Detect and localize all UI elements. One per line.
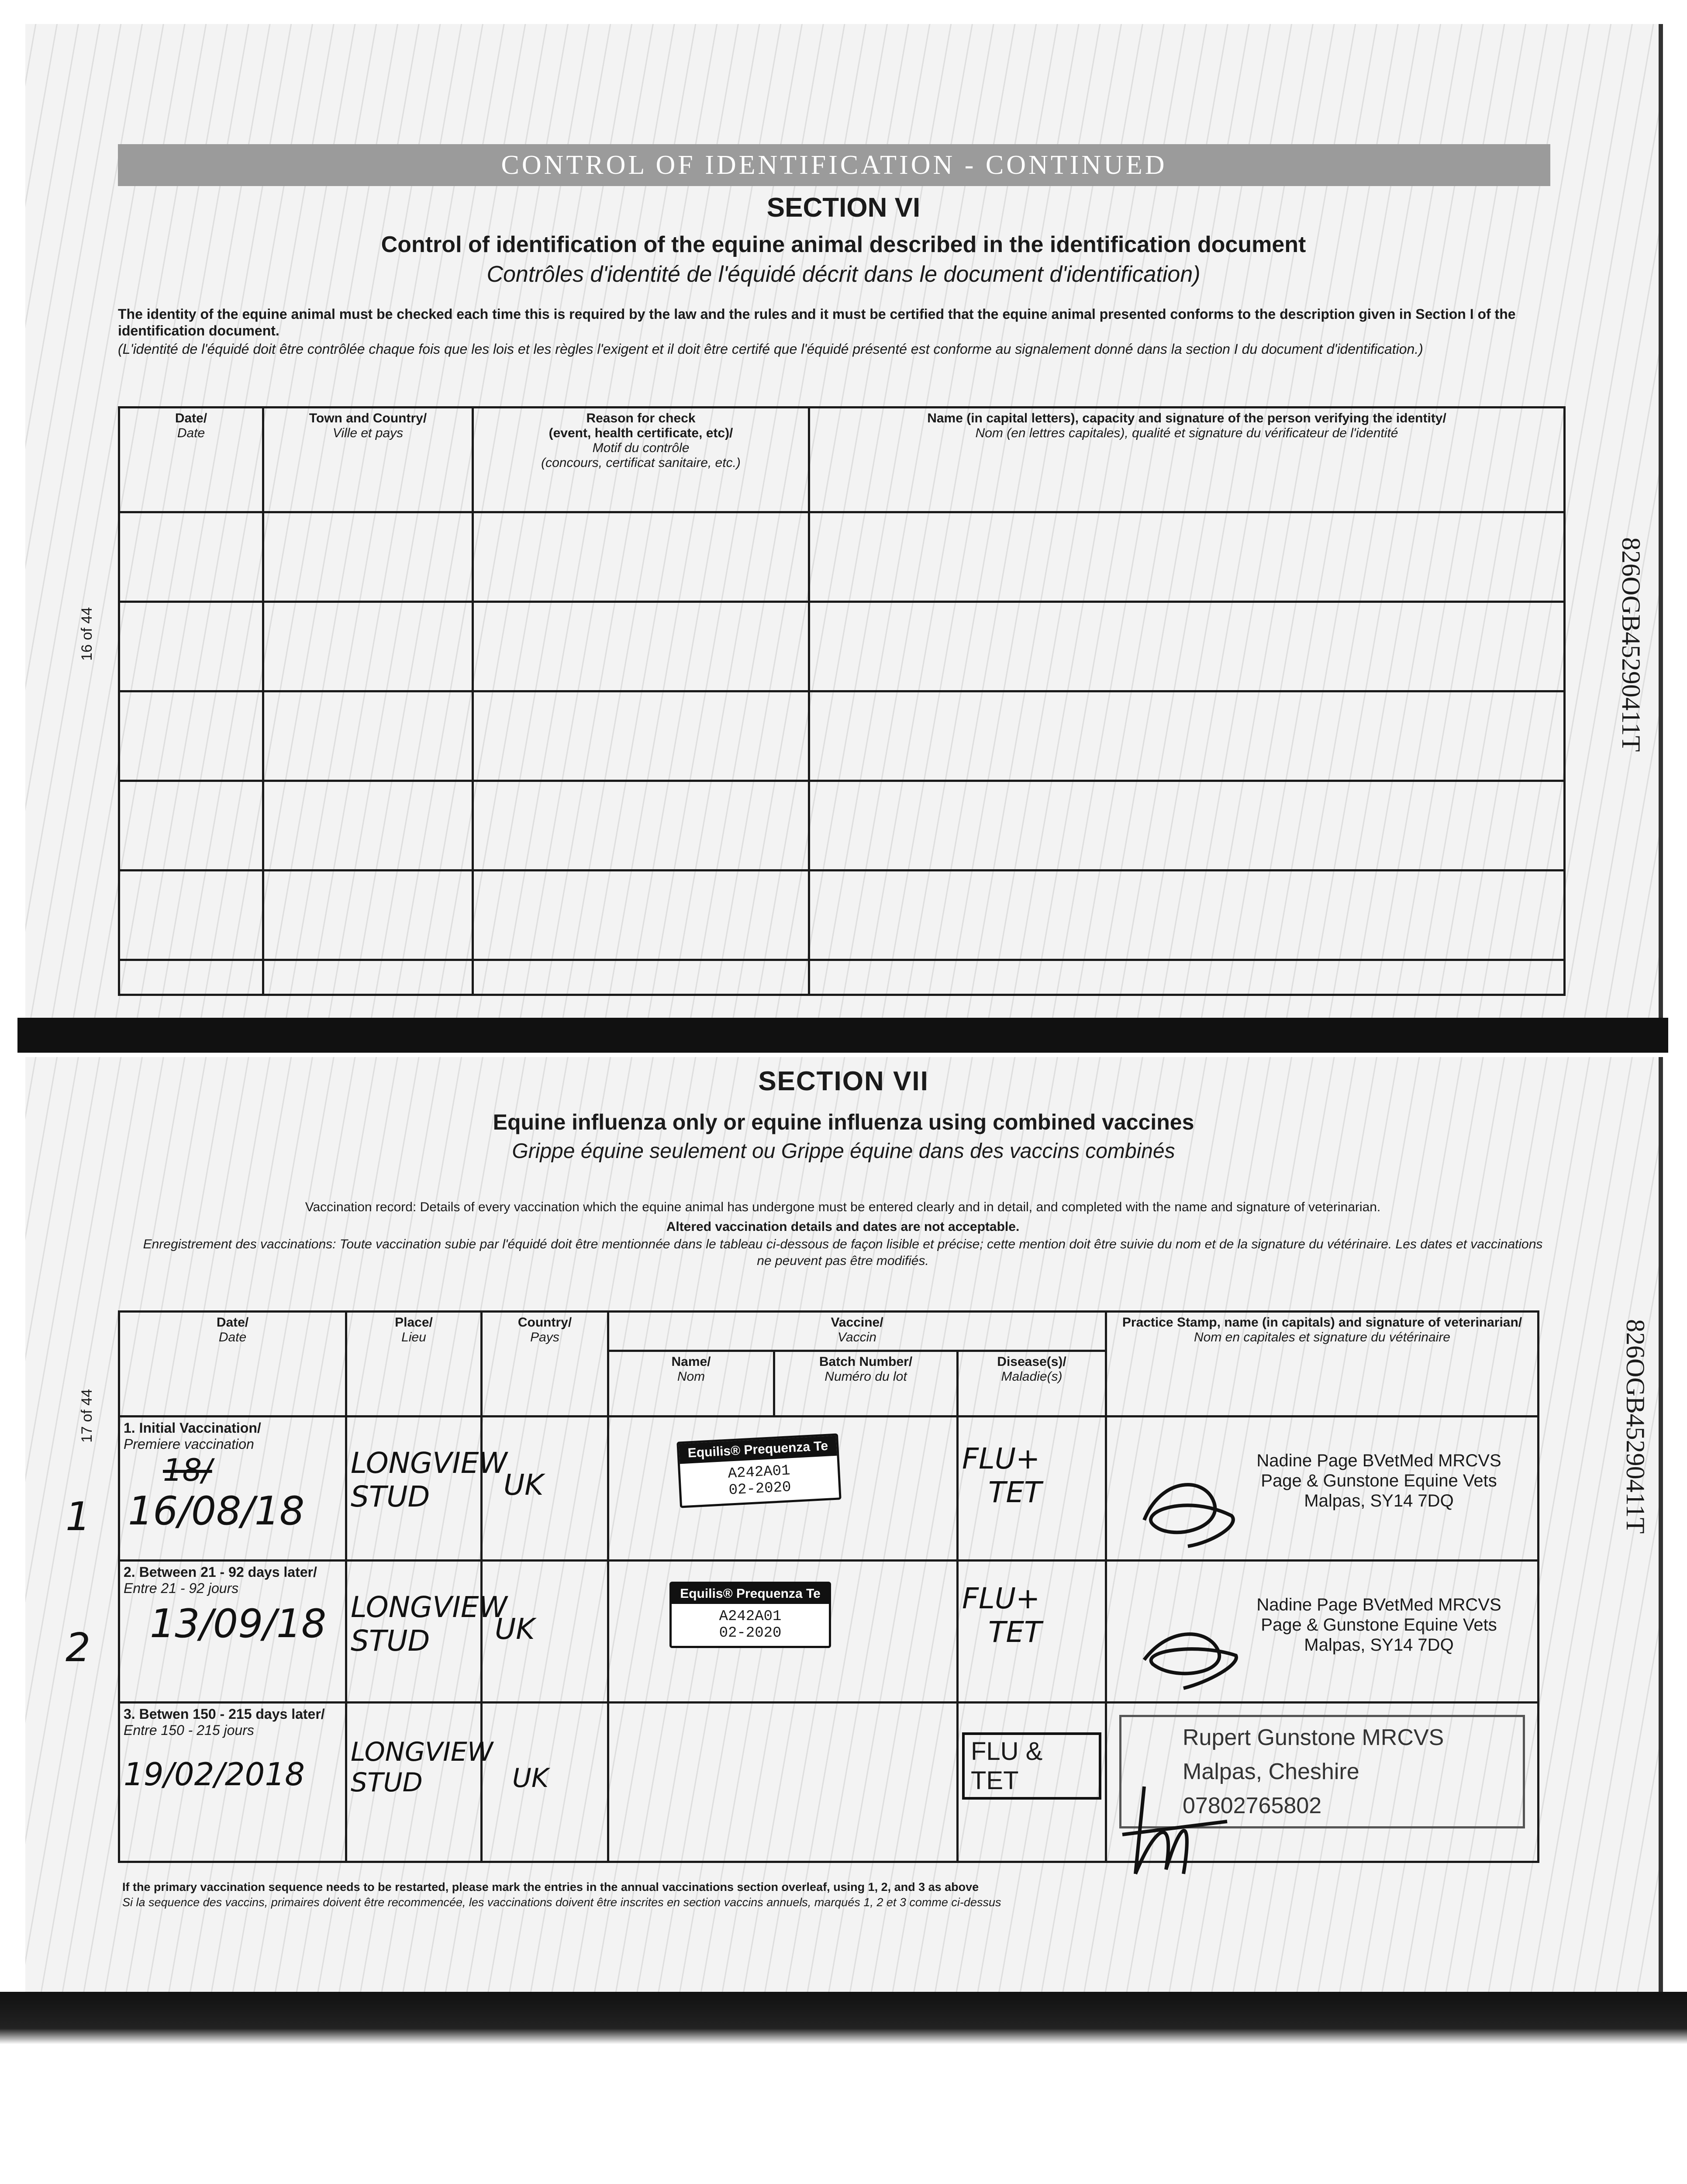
table-row [119,602,1565,691]
town-cell[interactable] [263,691,473,781]
header-country: Country/ Pays [482,1312,608,1417]
date-cell[interactable] [119,512,263,602]
date-cell[interactable]: 3. Betwen 150 - 215 days later/ Entre 150 - 215 jours 19/02/2018 [119,1703,346,1862]
reason-cell[interactable] [473,781,809,871]
vet-signature-1 [1135,1468,1249,1555]
margin-note-1: 1 [66,1494,91,1540]
altered-details-note: Altered vaccination details and dates are not acceptable. [666,1220,1020,1234]
header-reason: Reason for check (event, health certificate, etc)/ Motif du contrôle (concours, certificat sanitaire, etc.) [473,408,809,512]
passport-id-code: 826OGB45290411T [1617,537,1646,752]
section-vi-heading: SECTION VI [766,193,921,223]
vet-signature-2 [1135,1612,1249,1699]
section-vi-intro-en: The identity of the equine animal must be checked each time this is required by the law and the rules and it must be certified that the equine animal presented conforms to the description given in Section I of the identification document. [118,306,1516,339]
vet-practice-stamp: Nadine Page BVetMed MRCVS Page & Gunstone Equine Vets Malpas, SY14 7DQ [1256,1595,1501,1655]
date-cell[interactable] [119,781,263,871]
header-date: Date/ Date [119,408,263,512]
section-vi-title-fr: Contrôles d'identité de l'équidé décrit dans le document d'identification) [486,262,1201,287]
country-cell[interactable]: UK [482,1561,608,1703]
table-row [119,691,1565,781]
vaccine-label-sticker: Equilis® Prequenza Te A242A01 02-2020 [676,1433,841,1508]
country-cell[interactable]: UK [482,1417,608,1561]
vet-practice-stamp: Nadine Page BVetMed MRCVS Page & Gunstone Equine Vets Malpas, SY14 7DQ [1256,1451,1501,1510]
section-vii-title-fr: Grippe équine seulement ou Grippe équine dans des vaccins combinés [512,1140,1175,1163]
identity-check-table [118,406,1566,996]
section-banner: CONTROL OF IDENTIFICATION - CONTINUED [118,144,1550,186]
disease-cell[interactable] [958,1703,1106,1862]
verifier-cell[interactable] [809,602,1565,691]
restart-footnote-en: If the primary vaccination sequence needs to be restarted, please mark the entries in the annual vaccinations section overleaf, using 1, 2, and 3 as above [122,1880,979,1894]
section-vi-title-en: Control of identification of the equine animal described in the identification document [381,232,1306,257]
header-verifier-name: Name (in capital letters), capacity and signature of the person verifying the identity/ Nom (en lettres capitales), qualité et signature du vérificateur de l'identité [809,408,1565,512]
table-row [119,781,1565,871]
vaccine-label-sticker: Equilis® Prequenza Te A242A01 02-2020 [669,1582,831,1648]
disease-cell[interactable]: FLU+ TET [958,1561,1106,1703]
vaccine-sticker-cell[interactable] [608,1703,958,1862]
margin-note-2: 2 [66,1625,91,1671]
place-cell[interactable]: LONGVIEW STUD [346,1417,482,1561]
town-cell[interactable] [263,871,473,960]
section-vii-heading: SECTION VII [758,1066,929,1096]
disease-cell[interactable]: FLU+ TET [958,1417,1106,1561]
date-cell[interactable]: 2. Between 21 - 92 days later/ Entre 21 - 92 jours 13/09/18 [119,1561,346,1703]
header-disease: Disease(s)/ Maladie(s) [958,1351,1106,1417]
header-vaccine-name: Name/ Nom [608,1351,774,1417]
date-cell[interactable] [119,871,263,960]
section-vi-intro-fr: (L'identité de l'équidé doit être contrôlée chaque fois que les lois et les règles l'exigent et il doit être certifé que l'équidé présenté est conforme au signalement donné dans la section I du document d'identification.) [118,341,1423,357]
restart-footnote-fr: Si la sequence des vaccins, primaires doivent être recommencée, les vaccinations doivent être inscrites en section vaccins annuels, marqués 1, 2 et 3 comme ci-dessus [122,1896,1001,1909]
country-cell[interactable]: UK [482,1703,608,1862]
vaccination-record-note: Vaccination record: Details of every vaccination which the equine animal has undergone must be entered clearly and in detail, and completed with the name and signature of veterinarian. [305,1200,1381,1214]
place-cell[interactable]: LONGVIEW STUD [346,1703,482,1862]
table-row [119,960,1565,995]
vaccination-record-note-fr: Enregistrement des vaccinations: Toute vaccination subie par l'équidé doit être mentionnée dans le tableau ci-dessous de façon lisible et précise; cette mention doit être suivie du nom et de la signature du vétérinaire. Les dates et vaccinations ne peuvent pas être modifiés. [143,1237,1543,1268]
table-row [119,1561,1539,1703]
header-practice-stamp: Practice Stamp, name (in capitals) and signature of veterinarian/ Nom en capitales et signature du vétérinaire [1106,1312,1539,1417]
vet-signature-3 [1118,1769,1232,1891]
table-row [119,1703,1539,1862]
scan-bottom-shadow [0,1992,1687,2044]
page-number: 16 of 44 [79,607,95,661]
verifier-cell[interactable] [809,512,1565,602]
town-cell[interactable] [263,512,473,602]
town-cell[interactable] [263,602,473,691]
verifier-cell[interactable] [809,871,1565,960]
header-batch-number: Batch Number/ Numéro du lot [774,1351,958,1417]
date-cell[interactable] [119,602,263,691]
reason-cell[interactable] [473,602,809,691]
verifier-cell[interactable] [809,691,1565,781]
reason-cell[interactable] [473,871,809,960]
reason-cell[interactable] [473,691,809,781]
scan-shadow-band [17,1018,1668,1053]
vaccine-sticker-cell[interactable] [608,1561,958,1703]
reason-cell[interactable] [473,512,809,602]
verifier-cell[interactable] [809,781,1565,871]
header-date: Date/ Date [119,1312,346,1417]
table-row [119,512,1565,602]
table-row [119,871,1565,960]
vaccination-table [118,1310,1539,1863]
header-vaccine: Vaccine/ Vaccin [608,1312,1106,1351]
section-vii-title-en: Equine influenza only or equine influenza using combined vaccines [493,1110,1194,1134]
table-row [119,1417,1539,1561]
date-cell[interactable] [119,691,263,781]
page-number: 17 of 44 [79,1389,95,1443]
passport-id-code: 826OGB45290411T [1621,1319,1650,1534]
vet-practice-stamp: Rupert Gunstone MRCVS Malpas, Cheshire 07802765802 [1119,1715,1525,1828]
town-cell[interactable] [263,781,473,871]
header-town-country: Town and Country/ Ville et pays [263,408,473,512]
place-cell[interactable]: LONGVIEW STUD [346,1561,482,1703]
page-margin-bottom [0,2044,1687,2184]
flu-tet-stamp: FLU & TET [962,1732,1101,1800]
vaccine-sticker-cell[interactable] [608,1417,958,1561]
date-cell[interactable]: 1. Initial Vaccination/ Premiere vaccination 18/ 16/08/18 [119,1417,346,1561]
header-place: Place/ Lieu [346,1312,482,1417]
